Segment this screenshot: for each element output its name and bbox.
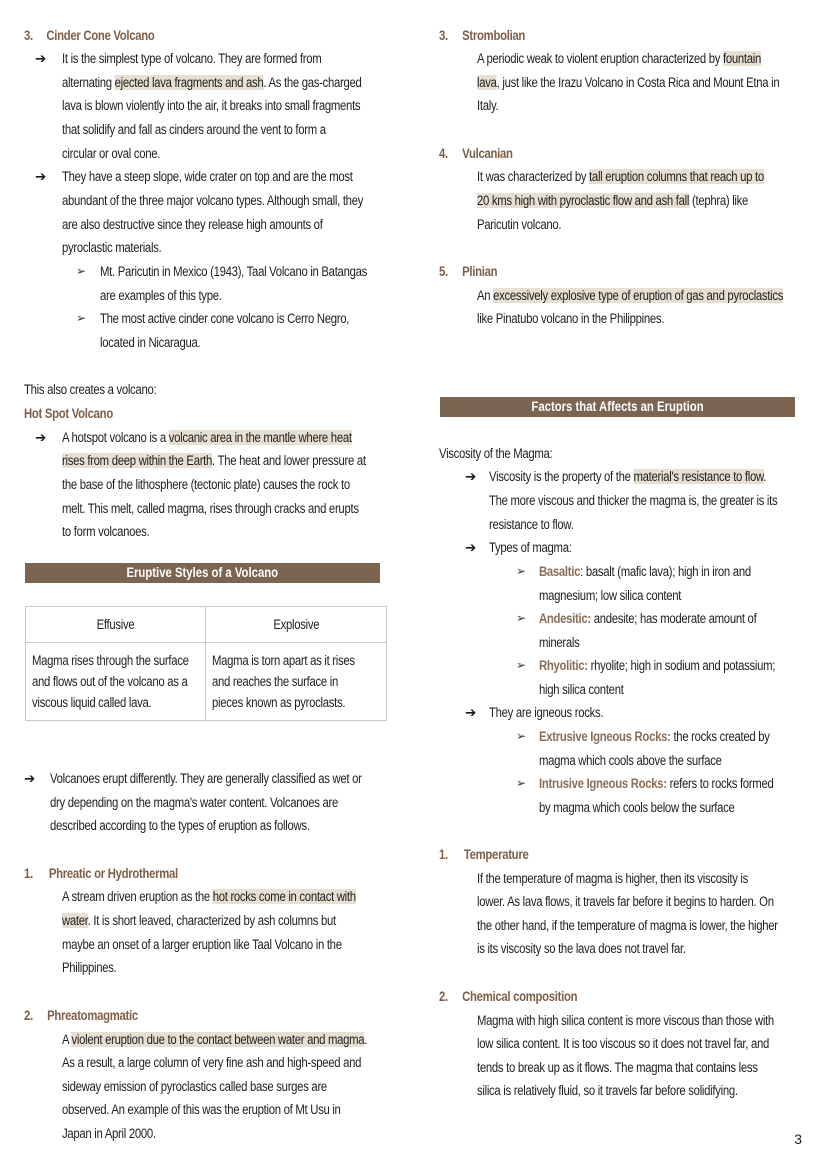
arrow-bullet-icon: ➔ [465,705,476,720]
arrow-bullet-icon: ➔ [24,771,35,786]
cinder-b1-line4: that solidify and fall as cinders around the vent to form a [62,122,326,137]
temperature-line3: the other hand, if the temperature of magma is lower, the higher [477,918,778,933]
cinder-s1-line2: are examples of this type. [100,288,222,303]
vulcanian-line1: It was characterized by tall eruption columns that reach up to [477,169,764,184]
chemical-line4: silica is relatively fluid, so it travels far before solidifying. [477,1083,738,1098]
phreato-line4: observed. An example of this was the eruption of Mt Usu in [62,1102,341,1117]
strombolian-line3: Italy. [477,98,499,113]
hotspot-line2: rises from deep within the Earth. The heat and lower pressure at [62,453,366,468]
chemical-line1: Magma with high silica content is more viscous than those with [477,1013,774,1028]
phreato-line2: As a result, a large column of very fine ash and high-speed and [62,1055,362,1070]
phreato-line5: Japan in April 2000. [62,1126,156,1141]
highlight: lava [477,75,497,90]
phreato-line3: sideway emission of pyroclastics called base surges are [62,1079,327,1094]
table-row [26,643,387,721]
arrow-bullet-icon: ➔ [35,51,46,66]
table-header-effusive: Effusive [26,607,206,643]
cinder-b2-line1: They have a steep slope, wide crater on top and are the most [62,169,353,184]
cinder-b1-line5: circular or oval cone. [62,146,161,161]
also-creates-label: This also creates a volcano: [24,382,157,397]
temperature-line4: is its viscosity so the lava does not travel far. [477,941,686,956]
temperature-line2: lower. As lava flows, it travels far before it begins to harden. On [477,894,774,909]
phreatic-line2: water. It is short leaved, characterized by ash columns but [62,913,336,928]
intrusive-line1: Intrusive Igneous Rocks: refers to rocks formed [539,776,774,791]
highlight: material's resistance to flow [633,469,764,484]
strombolian-line1: A periodic weak to violent eruption characterized by fountain [477,51,762,66]
andesitic-line2: minerals [539,635,580,650]
cinder-s1-line1: Mt. Paricutin in Mexico (1943), Taal Volcano in Batangas [100,264,367,279]
erupt-line2: dry depending on the magma's water content. Volcanoes are [50,795,339,810]
vulcanian-line2: 20 kms high with pyroclastic flow and ash fall (tephra) like [477,193,749,208]
types-of-magma: Types of magma: [489,540,572,555]
cinder-cone-heading: 3. Cinder Cone Volcano [24,28,155,43]
highlight: violent eruption due to the contact between water and magma [71,1032,365,1047]
viscosity-b1-line3: resistance to flow. [489,517,574,532]
triangle-bullet-icon: ➢ [516,776,526,790]
highlight: rises from deep within the Earth [62,453,213,468]
highlight: volcanic area in the mantle where heat [168,430,352,445]
table-cell-explosive: Magma is torn apart as it rises and reaches the surface in pieces known as pyroclasts. [206,643,387,721]
cinder-cone-title: Cinder Cone Volcano [46,28,155,43]
viscosity-b1-line1: Viscosity is the property of the material's resistance to flow. [489,469,767,484]
intrusive-line2: by magma which cools below the surface [539,800,735,815]
basaltic-line1: Basaltic: basalt (mafic lava); high in iron and [539,564,751,579]
phreato-line1: A violent eruption due to the contact between water and magma. [62,1032,368,1047]
cinder-b1-line1: It is the simplest type of volcano. They are formed from [62,51,322,66]
phreatic-line1: A stream driven eruption as the hot rocks come in contact with [62,889,356,904]
plinian-line1: An excessively explosive type of eruption of gas and pyroclastics [477,288,784,303]
eruptive-styles-banner: Eruptive Styles of a Volcano [25,563,380,583]
eruptive-styles-table [25,606,387,721]
table-cell-effusive: Magma rises through the surface and flows out of the volcano as a viscous liquid called lava. [26,643,206,721]
cinder-b1-line3: lava is blown violently into the air, it breaks into small fragments [62,98,361,113]
viscosity-b1-line2: The more viscous and thicker the magma is, the greater is its [489,493,778,508]
arrow-bullet-icon: ➔ [35,430,46,445]
hotspot-line5: to form volcanoes. [62,524,150,539]
extrusive-line1: Extrusive Igneous Rocks: the rocks created by [539,729,770,744]
rhyolitic-line2: high silica content [539,682,624,697]
plinian-heading: 5. Plinian [439,264,498,279]
vulcanian-heading: 4. Vulcanian [439,146,513,161]
viscosity-label: Viscosity of the Magma: [439,446,553,461]
cinder-b1-line2: alternating ejected lava fragments and ash. As the gas-charged [62,75,362,90]
hotspot-line3: the base of the lithosphere (tectonic plate) causes the rock to [62,477,350,492]
strombolian-heading: 3. Strombolian [439,28,526,43]
highlight: 20 kms high with pyroclastic flow and ash fall [477,193,690,208]
arrow-bullet-icon: ➔ [35,169,46,184]
triangle-bullet-icon: ➢ [516,729,526,743]
triangle-bullet-icon: ➢ [516,611,526,625]
phreatomagmatic-heading: 2. Phreatomagmatic [24,1008,138,1023]
erupt-line3: described according to the types of eruption as follows. [50,818,310,833]
arrow-bullet-icon: ➔ [465,469,476,484]
andesitic-line1: Andesitic: andesite; has moderate amount of [539,611,757,626]
erupt-line1: Volcanoes erupt differently. They are generally classified as wet or [50,771,362,786]
rhyolitic-line1: Rhyolitic: rhyolite; high in sodium and potassium; [539,658,776,673]
triangle-bullet-icon: ➢ [516,564,526,578]
table-header-explosive: Explosive [206,607,387,643]
vulcanian-line3: Paricutin volcano. [477,217,562,232]
highlight: excessively explosive type of eruption of gas and pyroclastics [493,288,784,303]
chemical-heading: 2. Chemical composition [439,989,578,1004]
phreatic-heading: 1. Phreatic or Hydrothermal [24,866,178,881]
hot-spot-title: Hot Spot Volcano [24,406,113,421]
table-header-row [26,607,387,643]
igneous-rocks: They are igneous rocks. [489,705,604,720]
extrusive-line2: magma which cools above the surface [539,753,722,768]
highlight: fountain [723,51,762,66]
cinder-b2-line3: are also destructive since they release high amounts of [62,217,323,232]
highlight: tall eruption columns that reach up to [589,169,764,184]
cinder-b2-line4: pyroclastic materials. [62,240,162,255]
highlight: hot rocks come in contact with [212,889,356,904]
chemical-line2: low silica content. It is too viscous so it does not travel far, and [477,1036,770,1051]
triangle-bullet-icon: ➢ [516,658,526,672]
cinder-s2-line2: located in Nicaragua. [100,335,201,350]
cinder-s2-line1: The most active cinder cone volcano is Cerro Negro, [100,311,350,326]
hotspot-line4: melt. This melt, called magma, rises through cracks and erupts [62,501,359,516]
triangle-bullet-icon: ➢ [76,264,86,278]
highlight: ejected lava fragments and ash [114,75,264,90]
factors-banner: Factors that Affects an Eruption [440,397,795,417]
temperature-heading: 1. Temperature [439,847,529,862]
strombolian-line2: lava, just like the Irazu Volcano in Costa Rica and Mount Etna in [477,75,780,90]
arrow-bullet-icon: ➔ [465,540,476,555]
highlight: water [62,913,88,928]
triangle-bullet-icon: ➢ [76,311,86,325]
basaltic-line2: magnesium; low silica content [539,588,682,603]
page-number: 3 [794,1131,802,1147]
temperature-line1: If the temperature of magma is higher, then its viscosity is [477,871,749,886]
cinder-b2-line2: abundant of the three major volcano types. Although small, they [62,193,364,208]
chemical-line3: tends to break up as it flows. The magma that contains less [477,1060,758,1075]
phreatic-line3: maybe an onset of a larger eruption like Taal Volcano in the [62,937,342,952]
hotspot-line1: A hotspot volcano is a volcanic area in the mantle where heat [62,430,352,445]
plinian-line2: like Pinatubo volcano in the Philippines. [477,311,665,326]
phreatic-line4: Philippines. [62,960,117,975]
